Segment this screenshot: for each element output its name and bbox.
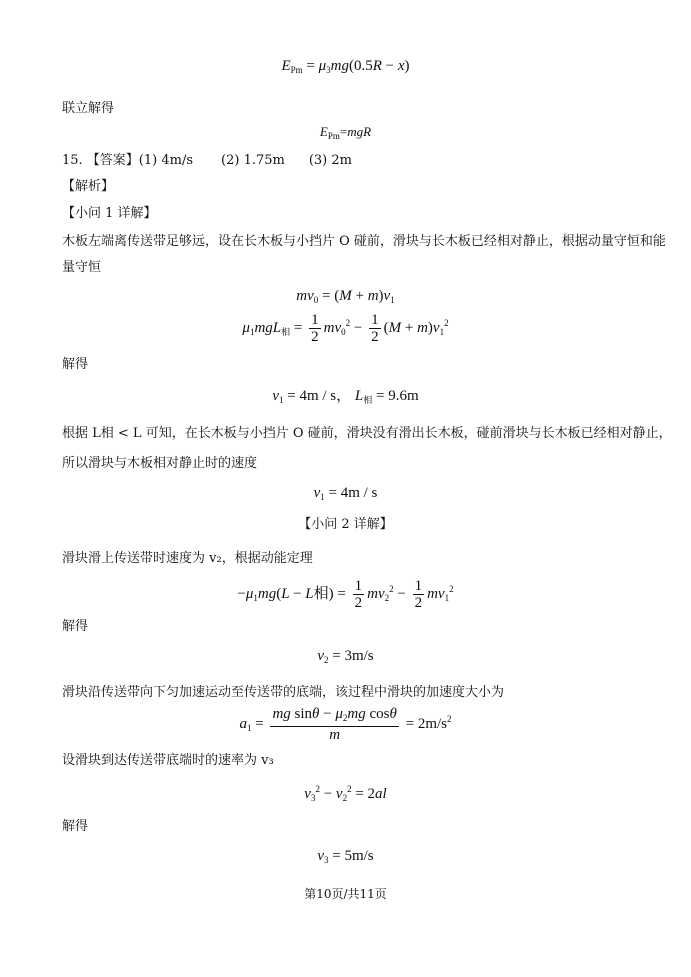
equation-result-1: $v_1 = 4m / s$， $L_相 = 9.6m$ xyxy=(272,388,419,405)
equation-kinematics: $v_3^2 - v_2^2 = 2al$ xyxy=(304,784,387,803)
paragraph-2-line-1: 根据 L相 < L 可知，在长木板与小挡片 O 碰前，滑块没有滑出长木板，碰前滑块与长木板已经相对静止， xyxy=(62,426,672,441)
equation-energy: $\mu_1mgL_相$ = $\frac{1}{2}$ $mv_0^2$ − $\frac{1}{2}$ $(M + m)v_1^2$ xyxy=(242,312,449,345)
paragraph-4: 滑块沿传送带向下匀加速运动至传送带的底端，该过程中滑块的加速度大小为 xyxy=(62,685,505,700)
paragraph-3: 滑块滑上传送带时速度为 v₂，根据动能定理 xyxy=(62,551,313,566)
paragraph-2-line-2: 所以滑块与木板相对静止时的速度 xyxy=(62,456,258,471)
page-footer: 第10页/共11页 xyxy=(304,887,387,901)
heading-sub2: 【小问 2 详解】 xyxy=(298,517,393,532)
text-jiede-3: 解得 xyxy=(62,819,89,834)
equation-v1: $v_1 = 4m / s$ xyxy=(313,485,378,502)
equation-momentum: $mv_0 = (M + m)v_1$ xyxy=(296,288,395,305)
equation-acceleration: $a_1$ = $\frac{mg \sin\theta - \mu_2mg \cos\theta}{m}$ = $2m/s^2$ xyxy=(239,706,452,743)
equation-v3: $v_3 = 5m/s$ xyxy=(317,848,374,865)
text-jiede-2: 解得 xyxy=(62,619,89,634)
paragraph-5: 设滑块到达传送带底端时的速率为 v₃ xyxy=(62,753,274,768)
heading-sub1: 【小问 1 详解】 xyxy=(62,206,157,221)
equation-work-energy: $-\mu_1mg(L - L$相) = $\frac{1}{2}$ $mv_2^2$ − $\frac{1}{2}$ $mv_1^2$ xyxy=(237,578,454,611)
paragraph-1-line-2: 量守恒 xyxy=(62,260,102,275)
heading-jiexi: 【解析】 xyxy=(62,179,115,194)
equation-v2: $v_2 = 3m/s$ xyxy=(317,648,374,665)
answer-15: 15. 【答案】(1) 4m/s (2) 1.75m (3) 2m xyxy=(62,153,352,168)
text-lianli: 联立解得 xyxy=(62,101,115,116)
equation-epm-expression: $E_{Pm} = \mu_3mg(0.5R - x)$ xyxy=(281,58,410,75)
paragraph-1-line-1: 木板左端离传送带足够远，设在长木板与小挡片 O 碰前，滑块与长木板已经相对静止，根据动量守恒和能 xyxy=(62,234,666,249)
equation-epm-result: $E_{Pm}=mgR$ xyxy=(319,124,372,141)
text-jiede-1: 解得 xyxy=(62,357,89,372)
